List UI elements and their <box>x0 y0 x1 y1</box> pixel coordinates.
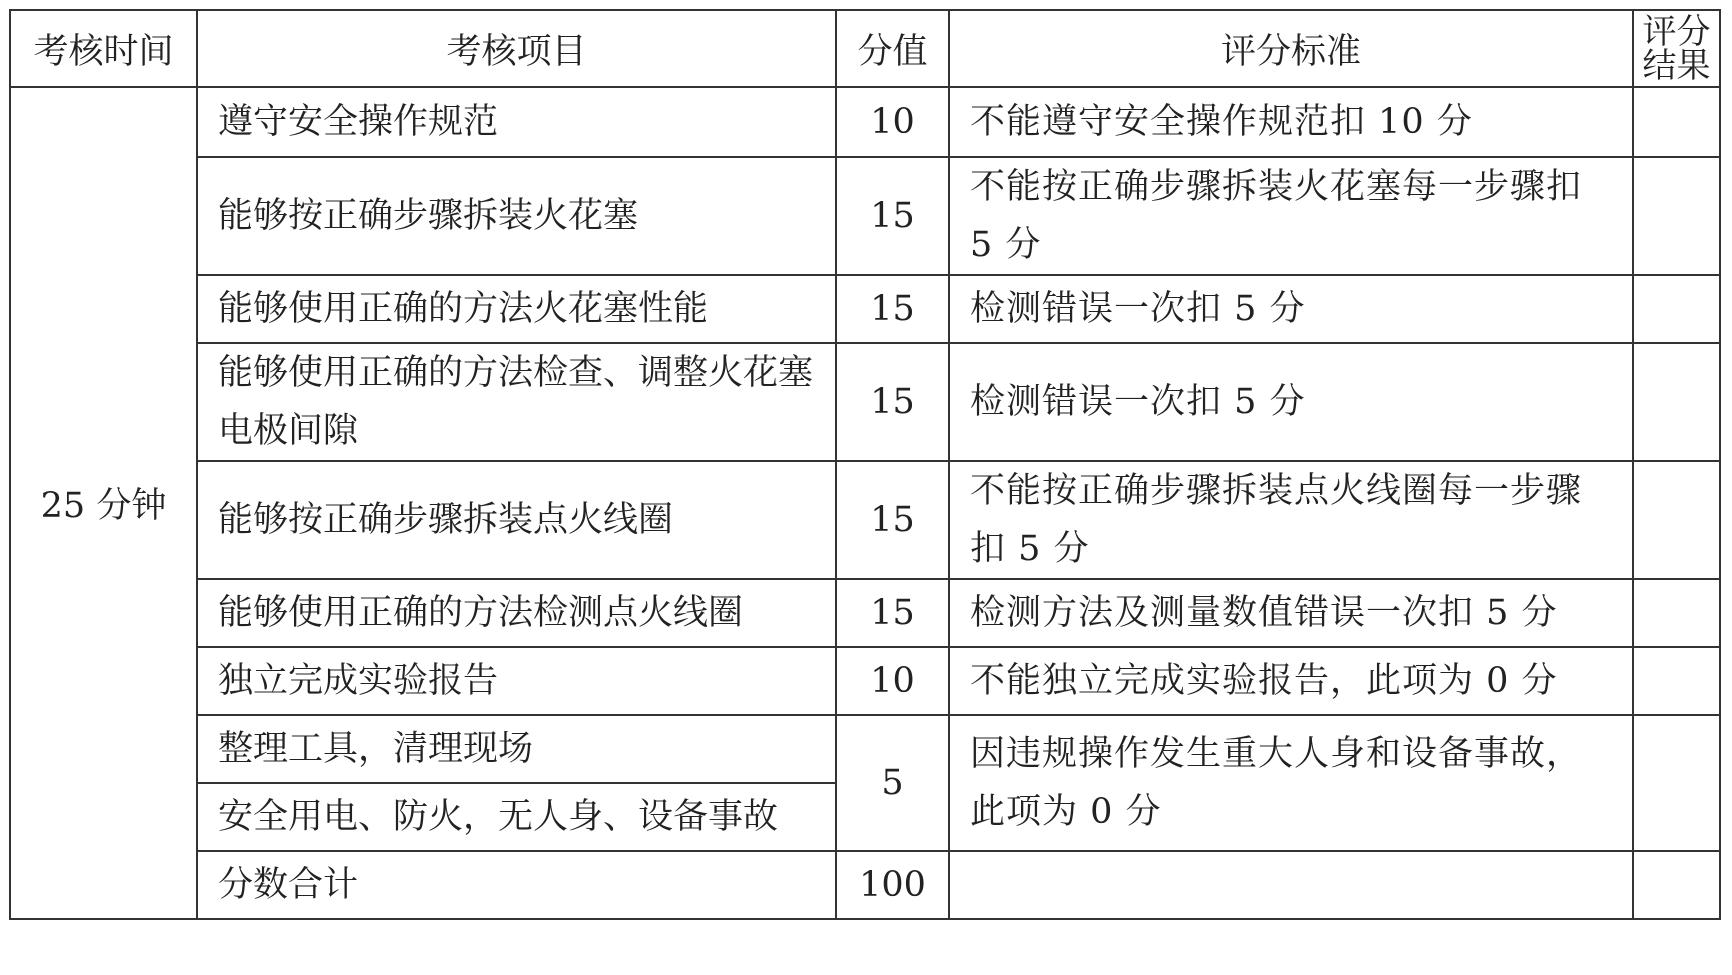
table-row <box>10 461 1720 579</box>
result-cell <box>1633 275 1720 343</box>
header-score: 分值 <box>836 10 949 87</box>
score-cell: 10 <box>836 87 949 157</box>
score-cell: 15 <box>836 157 949 275</box>
item-cell: 能够按正确步骤拆装点火线圈 <box>197 461 836 579</box>
item-cell: 安全用电、防火，无人身、设备事故 <box>197 783 836 851</box>
item-cell: 能够按正确步骤拆装火花塞 <box>197 157 836 275</box>
header-result-line1: 评分 <box>1642 11 1711 52</box>
criteria-cell: 不能按正确步骤拆装火花塞每一步骤扣 5 分 <box>949 157 1633 275</box>
table-row <box>10 343 1720 461</box>
item-cell: 遵守安全操作规范 <box>197 87 836 157</box>
assessment-table <box>9 9 1721 920</box>
table-row <box>10 579 1720 647</box>
item-cell: 整理工具，清理现场 <box>197 715 836 783</box>
item-cell: 独立完成实验报告 <box>197 647 836 715</box>
item-cell: 能够使用正确的方法检查、调整火花塞电极间隙 <box>197 343 836 461</box>
criteria-cell: 不能按正确步骤拆装点火线圈每一步骤扣 5 分 <box>949 461 1633 579</box>
table-row <box>10 157 1720 275</box>
header-item: 考核项目 <box>197 10 836 87</box>
header-row <box>10 10 1720 87</box>
criteria-cell: 检测错误一次扣 5 分 <box>949 275 1633 343</box>
table-row <box>10 715 1720 783</box>
result-cell <box>1633 647 1720 715</box>
score-cell: 15 <box>836 275 949 343</box>
item-cell: 能够使用正确的方法检测点火线圈 <box>197 579 836 647</box>
total-score-cell: 100 <box>836 851 949 919</box>
result-cell <box>1633 157 1720 275</box>
header-result-line2: 结果 <box>1642 45 1711 86</box>
criteria-cell: 不能遵守安全操作规范扣 10 分 <box>949 87 1633 157</box>
result-cell <box>1633 343 1720 461</box>
criteria-cell: 不能独立完成实验报告，此项为 0 分 <box>949 647 1633 715</box>
criteria-cell: 检测方法及测量数值错误一次扣 5 分 <box>949 579 1633 647</box>
item-cell: 能够使用正确的方法火花塞性能 <box>197 275 836 343</box>
assessment-table-frame <box>9 9 1721 920</box>
table-row <box>10 275 1720 343</box>
result-cell <box>1633 579 1720 647</box>
criteria-cell: 因违规操作发生重大人身和设备事故，此项为 0 分 <box>949 715 1633 851</box>
header-criteria: 评分标准 <box>949 10 1633 87</box>
criteria-cell <box>949 851 1633 919</box>
score-cell: 15 <box>836 461 949 579</box>
result-cell <box>1633 87 1720 157</box>
score-cell: 10 <box>836 647 949 715</box>
result-cell <box>1633 851 1720 919</box>
table-row <box>10 647 1720 715</box>
total-row <box>10 851 1720 919</box>
score-cell: 15 <box>836 343 949 461</box>
total-label-cell: 分数合计 <box>197 851 836 919</box>
result-cell <box>1633 461 1720 579</box>
header-result <box>1633 10 1720 87</box>
assessment-time-cell: 25 分钟 <box>10 87 197 919</box>
score-cell: 5 <box>836 715 949 851</box>
score-cell: 15 <box>836 579 949 647</box>
criteria-cell: 检测错误一次扣 5 分 <box>949 343 1633 461</box>
result-cell <box>1633 715 1720 851</box>
header-time: 考核时间 <box>10 10 197 87</box>
table-row <box>10 87 1720 157</box>
